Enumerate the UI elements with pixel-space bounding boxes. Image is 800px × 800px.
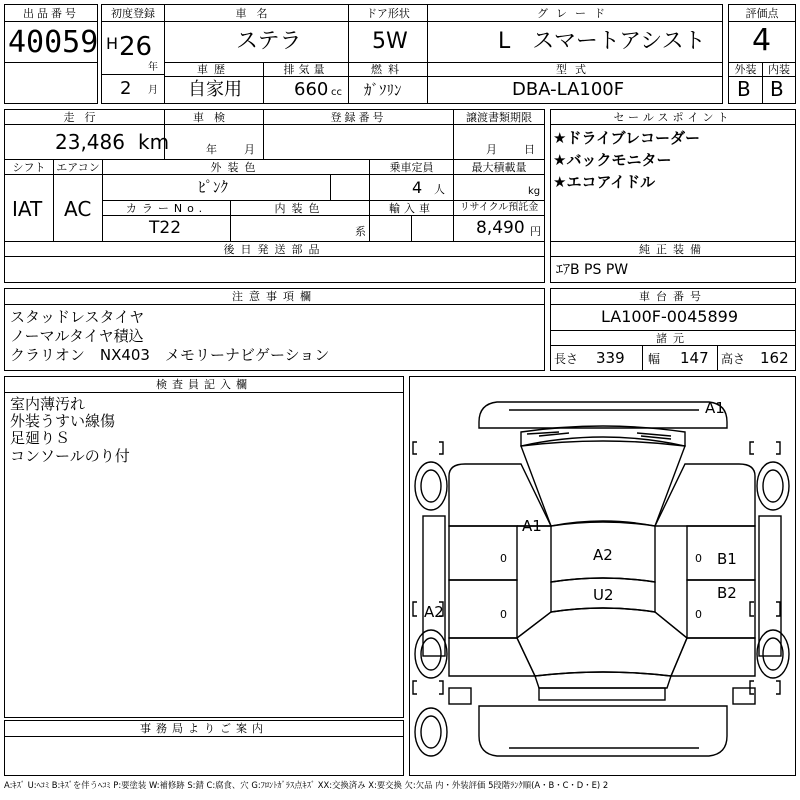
width-label: 幅	[648, 352, 661, 366]
damage-mark-roof: A2	[593, 546, 613, 564]
model: DBA-LA100F	[512, 79, 625, 100]
lot-label: 出品番号	[23, 6, 79, 20]
displacement: 660	[294, 79, 329, 100]
later-parts-cell	[4, 256, 545, 283]
office-cell	[4, 736, 404, 776]
sales-point: ★ドライブレコーダー	[553, 129, 700, 147]
inspector-line: コンソールのり付	[10, 447, 130, 465]
door: 5W	[372, 29, 408, 54]
height: 162	[760, 349, 789, 367]
sales-label: セールスポイント	[613, 110, 733, 124]
color-no: T22	[149, 218, 182, 238]
capacity: 4	[412, 178, 423, 197]
recycle-label: リサイクル預託金	[459, 202, 539, 213]
first-reg-year: 26	[119, 32, 153, 62]
grade-label: グレード	[537, 6, 613, 20]
exterior-label: 外装	[734, 63, 757, 76]
damage-mark-right-rear-door: B2	[717, 584, 737, 602]
model-label: 型式	[556, 63, 594, 76]
history: 自家用	[188, 79, 242, 100]
inspector-line: 足廻りＳ	[10, 429, 71, 447]
dims-label: 諸元	[656, 331, 690, 345]
first-reg-month-unit: 月	[148, 85, 158, 96]
length: 339	[596, 349, 625, 367]
inspector-line: 外装うすい線傷	[10, 412, 116, 430]
transfer-day-unit: 日	[524, 143, 535, 156]
color-extra-cell	[330, 174, 370, 201]
car-diagram	[409, 376, 796, 776]
car-name-label: 車名	[235, 6, 278, 20]
notes-line: ノーマルタイヤ積込	[10, 327, 144, 345]
color: ﾋﾟﾝｸ	[198, 178, 229, 196]
score: 4	[752, 23, 772, 58]
office-label: 事務局よりご案内	[140, 722, 268, 735]
history-label: 車歴	[197, 63, 231, 76]
first-reg-era: H	[106, 34, 119, 53]
int-color-label: 内装色	[274, 201, 326, 215]
fuel: ｶﾞｿﾘﾝ	[364, 81, 402, 99]
transfer-month-unit: 月	[486, 143, 497, 156]
import-cell-b	[411, 215, 454, 242]
capacity-unit: 人	[434, 183, 445, 196]
load-unit: kg	[528, 186, 541, 197]
legend-text: A:ｷｽﾞ U:ﾍｺﾐ B:ｷｽﾞを伴うﾍｺﾐ P:要塗装 W:補修跡 S:錆 C:腐食、穴 G:ﾌﾛﾝﾄｶﾞﾗｽ点ｷｽﾞ XX:交換済み X:要交換 欠:欠品 内・外装評価 5段階ﾗﾝｸ順(A・B・C・D・E) 2	[4, 780, 609, 790]
sales-point: ★バックモニター	[553, 151, 672, 169]
chassis-number: LA100F-0045899	[601, 307, 738, 326]
door-zero-mark: 0	[695, 608, 702, 621]
plate-label: 登録番号	[330, 110, 387, 124]
door-zero-mark: 0	[695, 552, 702, 565]
mileage: 23,486	[55, 130, 125, 154]
length-label: 長さ	[554, 352, 579, 366]
displacement-label: 排気量	[283, 63, 329, 76]
height-label: 高さ	[721, 352, 746, 366]
plate-cell	[263, 124, 454, 160]
recycle-unit: 円	[530, 225, 541, 238]
notes-line: スタッドレスタイヤ	[10, 308, 145, 326]
recycle: 8,490	[476, 218, 525, 238]
sales-point: ★エコアイドル	[553, 173, 656, 191]
capacity-label: 乗車定員	[389, 160, 434, 174]
mileage-unit: km	[138, 130, 170, 154]
score-label: 評価点	[745, 6, 779, 20]
load-label: 最大積載量	[471, 160, 527, 174]
chassis-label: 車台番号	[639, 290, 707, 303]
inspector-line: 室内薄汚れ	[10, 395, 86, 413]
first-reg-year-unit: 年	[148, 62, 158, 73]
inspection-month-unit: 月	[244, 143, 255, 156]
first-reg-month: 2	[120, 78, 132, 99]
transfer-label: 譲渡書類期限	[466, 110, 532, 124]
damage-mark-right-front-door: B1	[717, 550, 737, 568]
inspector-label: 検査員記入欄	[156, 378, 252, 391]
ac: AC	[64, 197, 92, 221]
lot-number: 40059	[8, 25, 99, 60]
ac-label: エアコン	[56, 160, 100, 174]
fuel-label: 燃料	[371, 63, 405, 76]
grade: L スマートアシスト	[498, 29, 706, 54]
damage-mark-top-right: A1	[705, 399, 725, 417]
mileage-label: 走行	[63, 110, 106, 124]
car-name: ステラ	[236, 29, 302, 54]
color-no-label: カラーNo.	[125, 201, 208, 215]
notes-label: 注意事項欄	[232, 290, 317, 303]
door-zero-mark: 0	[500, 608, 507, 621]
width: 147	[680, 349, 709, 367]
import-cell-a	[369, 215, 412, 242]
interior-grade: B	[770, 77, 784, 101]
door-label: ドア形状	[366, 6, 410, 20]
displacement-unit: cc	[331, 87, 342, 98]
import-label: 輸入車	[389, 201, 434, 215]
later-parts-label: 後日発送部品	[223, 242, 326, 256]
color-label: 外装色	[210, 160, 262, 174]
int-color-unit: 系	[355, 225, 366, 238]
damage-mark-hood: A1	[522, 517, 542, 535]
first-reg-label: 初度登録	[111, 6, 155, 20]
inspection-year-unit: 年	[206, 143, 217, 156]
int-color-cell	[230, 215, 370, 242]
damage-mark-left-rear: A2	[424, 603, 444, 621]
shift: IAT	[12, 197, 43, 221]
equipment-label: 純正装備	[639, 242, 707, 256]
interior-label: 内装	[768, 63, 790, 76]
damage-mark-rear-roof: U2	[593, 586, 614, 604]
door-zero-mark: 0	[500, 552, 507, 565]
shift-label: シフト	[12, 160, 46, 174]
exterior-grade: B	[737, 77, 751, 101]
lot-blank-cell	[4, 62, 98, 104]
equipment: ｴｱB PS PW	[556, 262, 629, 278]
notes-line: クラリオン NX403 メモリーナビゲーション	[10, 346, 330, 364]
inspection-label: 車検	[193, 110, 235, 124]
